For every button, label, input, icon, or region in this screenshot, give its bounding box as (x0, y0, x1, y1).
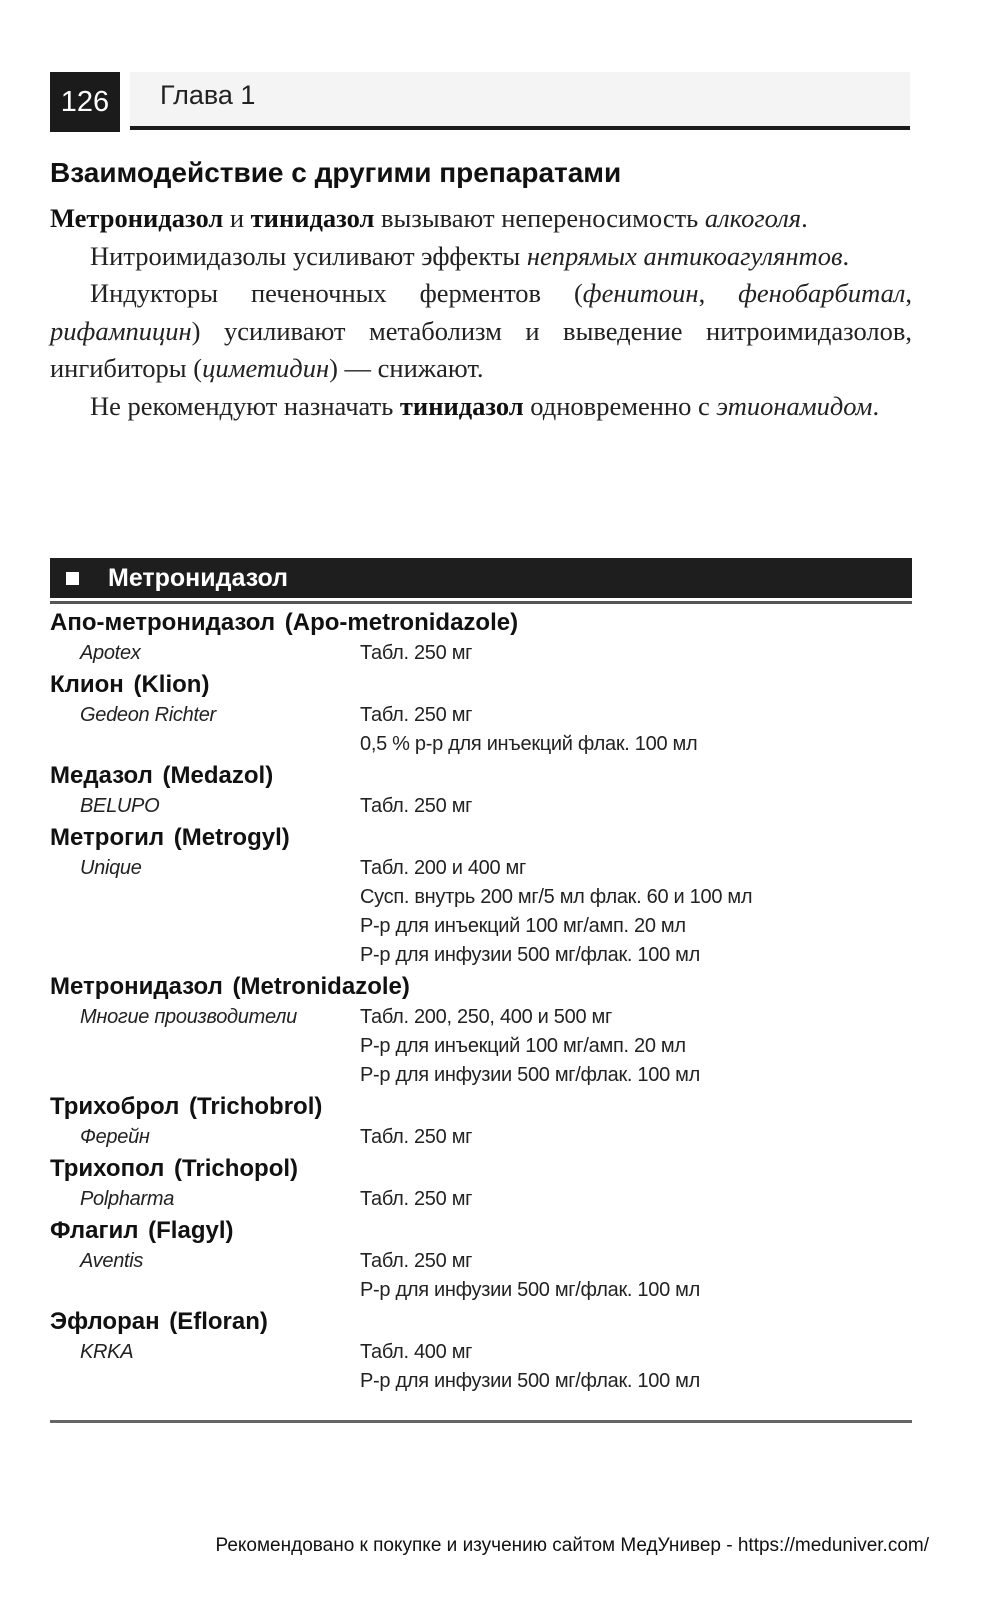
drug-term: тинидазол (399, 390, 524, 421)
drug-list (50, 606, 912, 1396)
italic-term: этионамидом (716, 390, 873, 421)
paragraph (50, 388, 912, 426)
dosage-forms (360, 1185, 912, 1214)
dosage-form: 0,5 % р-р для инъекций флак. 100 мл (360, 733, 698, 755)
dosage-form: Табл. 250 мг (360, 1126, 473, 1148)
manufacturer: Gedeon Richter (80, 704, 216, 726)
manufacturer: KRKA (80, 1341, 134, 1363)
drug-name: Флагил (Flagyl) (50, 1217, 234, 1244)
drug-details (50, 854, 912, 970)
text-run: ) усиливают метаболизм и выведение нитроимидазолов, ингибиторы ( (50, 315, 912, 383)
drug-name: Эфлоран (Efloran) (50, 1308, 268, 1335)
interactions-text (50, 200, 912, 425)
dosage-forms (360, 1003, 912, 1090)
dosage-forms (360, 701, 912, 759)
text-run: вызывают непереносимость (374, 203, 705, 233)
drug-name: Трихоброл (Trichobrol) (50, 1093, 323, 1120)
text-run: , (905, 278, 912, 308)
manufacturer: Ферейн (80, 1126, 150, 1148)
manufacturer: BELUPO (80, 795, 160, 817)
drug-entry (50, 1305, 912, 1396)
dosage-forms (360, 1247, 912, 1305)
section-bar (50, 558, 912, 598)
drug-details (50, 792, 912, 821)
drug-details (50, 639, 912, 668)
italic-term: фенитоин (582, 278, 699, 308)
manufacturer: Многие производители (80, 1006, 297, 1028)
drug-name: Метрогил (Metrogyl) (50, 824, 290, 851)
italic-term: рифампицин (50, 315, 192, 346)
dosage-form: Табл. 250 мг (360, 642, 473, 664)
italic-term: непрямых антикоагулянтов (526, 240, 843, 271)
drug-entry (50, 759, 912, 821)
dosage-forms (360, 1123, 912, 1152)
drug-details (50, 1338, 912, 1396)
dosage-forms (360, 854, 912, 970)
dosage-form: Табл. 200 и 400 мг (360, 857, 527, 879)
header-rule (130, 126, 910, 130)
dosage-form: Табл. 250 мг (360, 1250, 473, 1272)
section-rule (50, 601, 912, 604)
text-run: Не рекомендуют назначать (90, 390, 400, 421)
paragraph (50, 200, 912, 238)
drug-entry (50, 970, 912, 1090)
running-header (50, 72, 910, 132)
italic-term: фенобарбитал (738, 278, 906, 308)
dosage-form: Р-р для инъекций 100 мг/амп. 20 мл (360, 1035, 686, 1057)
drug-name: Трихопол (Trichopol) (50, 1155, 299, 1182)
text-run: ) — снижают. (329, 353, 484, 383)
paragraph (50, 238, 912, 276)
dosage-forms (360, 1338, 912, 1396)
dosage-form: Р-р для инфузии 500 мг/флак. 100 мл (360, 1370, 700, 1392)
drug-name: Медазол (Medazol) (50, 762, 274, 789)
drug-details (50, 1003, 912, 1090)
dosage-form: Табл. 400 мг (360, 1341, 473, 1363)
manufacturer: Polpharma (80, 1188, 175, 1210)
drug-details (50, 701, 912, 759)
drug-entry (50, 1214, 912, 1305)
dosage-form: Табл. 250 мг (360, 1188, 473, 1210)
drug-name: Апо-метронидазол (Apo-metronidazole) (50, 609, 519, 636)
text-run: . (872, 390, 880, 421)
dosage-form: Табл. 250 мг (360, 795, 473, 817)
drug-entry (50, 821, 912, 970)
dosage-form: Табл. 200, 250, 400 и 500 мг (360, 1006, 612, 1028)
section-bar-title: Метронидазол (108, 564, 289, 592)
drug-details (50, 1247, 912, 1305)
dosage-form: Р-р для инфузии 500 мг/флак. 100 мл (360, 944, 700, 966)
drug-term: Метронидазол (50, 203, 224, 233)
dosage-forms (360, 792, 912, 821)
italic-term: алкоголя (704, 203, 802, 233)
manufacturer: Unique (80, 857, 142, 879)
text-run: , (698, 278, 739, 308)
text-run: и (223, 203, 251, 233)
bottom-rule (50, 1420, 912, 1423)
dosage-form: Р-р для инфузии 500 мг/флак. 100 мл (360, 1279, 700, 1301)
text-run: Нитроимидазолы усиливают эффекты (90, 240, 527, 271)
dosage-form: Р-р для инфузии 500 мг/флак. 100 мл (360, 1064, 700, 1086)
page-number: 126 (50, 72, 120, 132)
drug-entry (50, 668, 912, 759)
text-run: одновременно с (523, 390, 717, 421)
drug-details (50, 1185, 912, 1214)
section-heading: Взаимодействие с другими препаратами (50, 157, 622, 188)
drug-entry (50, 606, 912, 668)
dosage-form: Р-р для инъекций 100 мг/амп. 20 мл (360, 915, 686, 937)
manufacturer: Aventis (80, 1250, 144, 1272)
chapter-title: Глава 1 (160, 80, 256, 110)
italic-term: циметидин (202, 353, 330, 383)
dosage-form: Табл. 250 мг (360, 704, 473, 726)
dosage-forms (360, 639, 912, 668)
drug-entry (50, 1152, 912, 1214)
text-run: Индукторы печеночных ферментов ( (90, 278, 583, 308)
dosage-form: Сусп. внутрь 200 мг/5 мл флак. 60 и 100 мл (360, 886, 753, 908)
paragraph (50, 275, 912, 388)
drug-entry (50, 1090, 912, 1152)
text-run: . (801, 203, 808, 233)
text-run: . (842, 240, 850, 271)
drug-term: тинидазол (250, 203, 375, 233)
footer-note: Рекомендовано к покупке и изучению сайтом МедУнивер - https://meduniver.com/ (215, 1535, 929, 1556)
square-bullet-icon (66, 572, 79, 585)
drug-name: Метронидазол (Metronidazole) (50, 973, 410, 1000)
manufacturer: Apotex (80, 642, 141, 664)
drug-details (50, 1123, 912, 1152)
drug-name: Клион (Klion) (50, 671, 210, 698)
